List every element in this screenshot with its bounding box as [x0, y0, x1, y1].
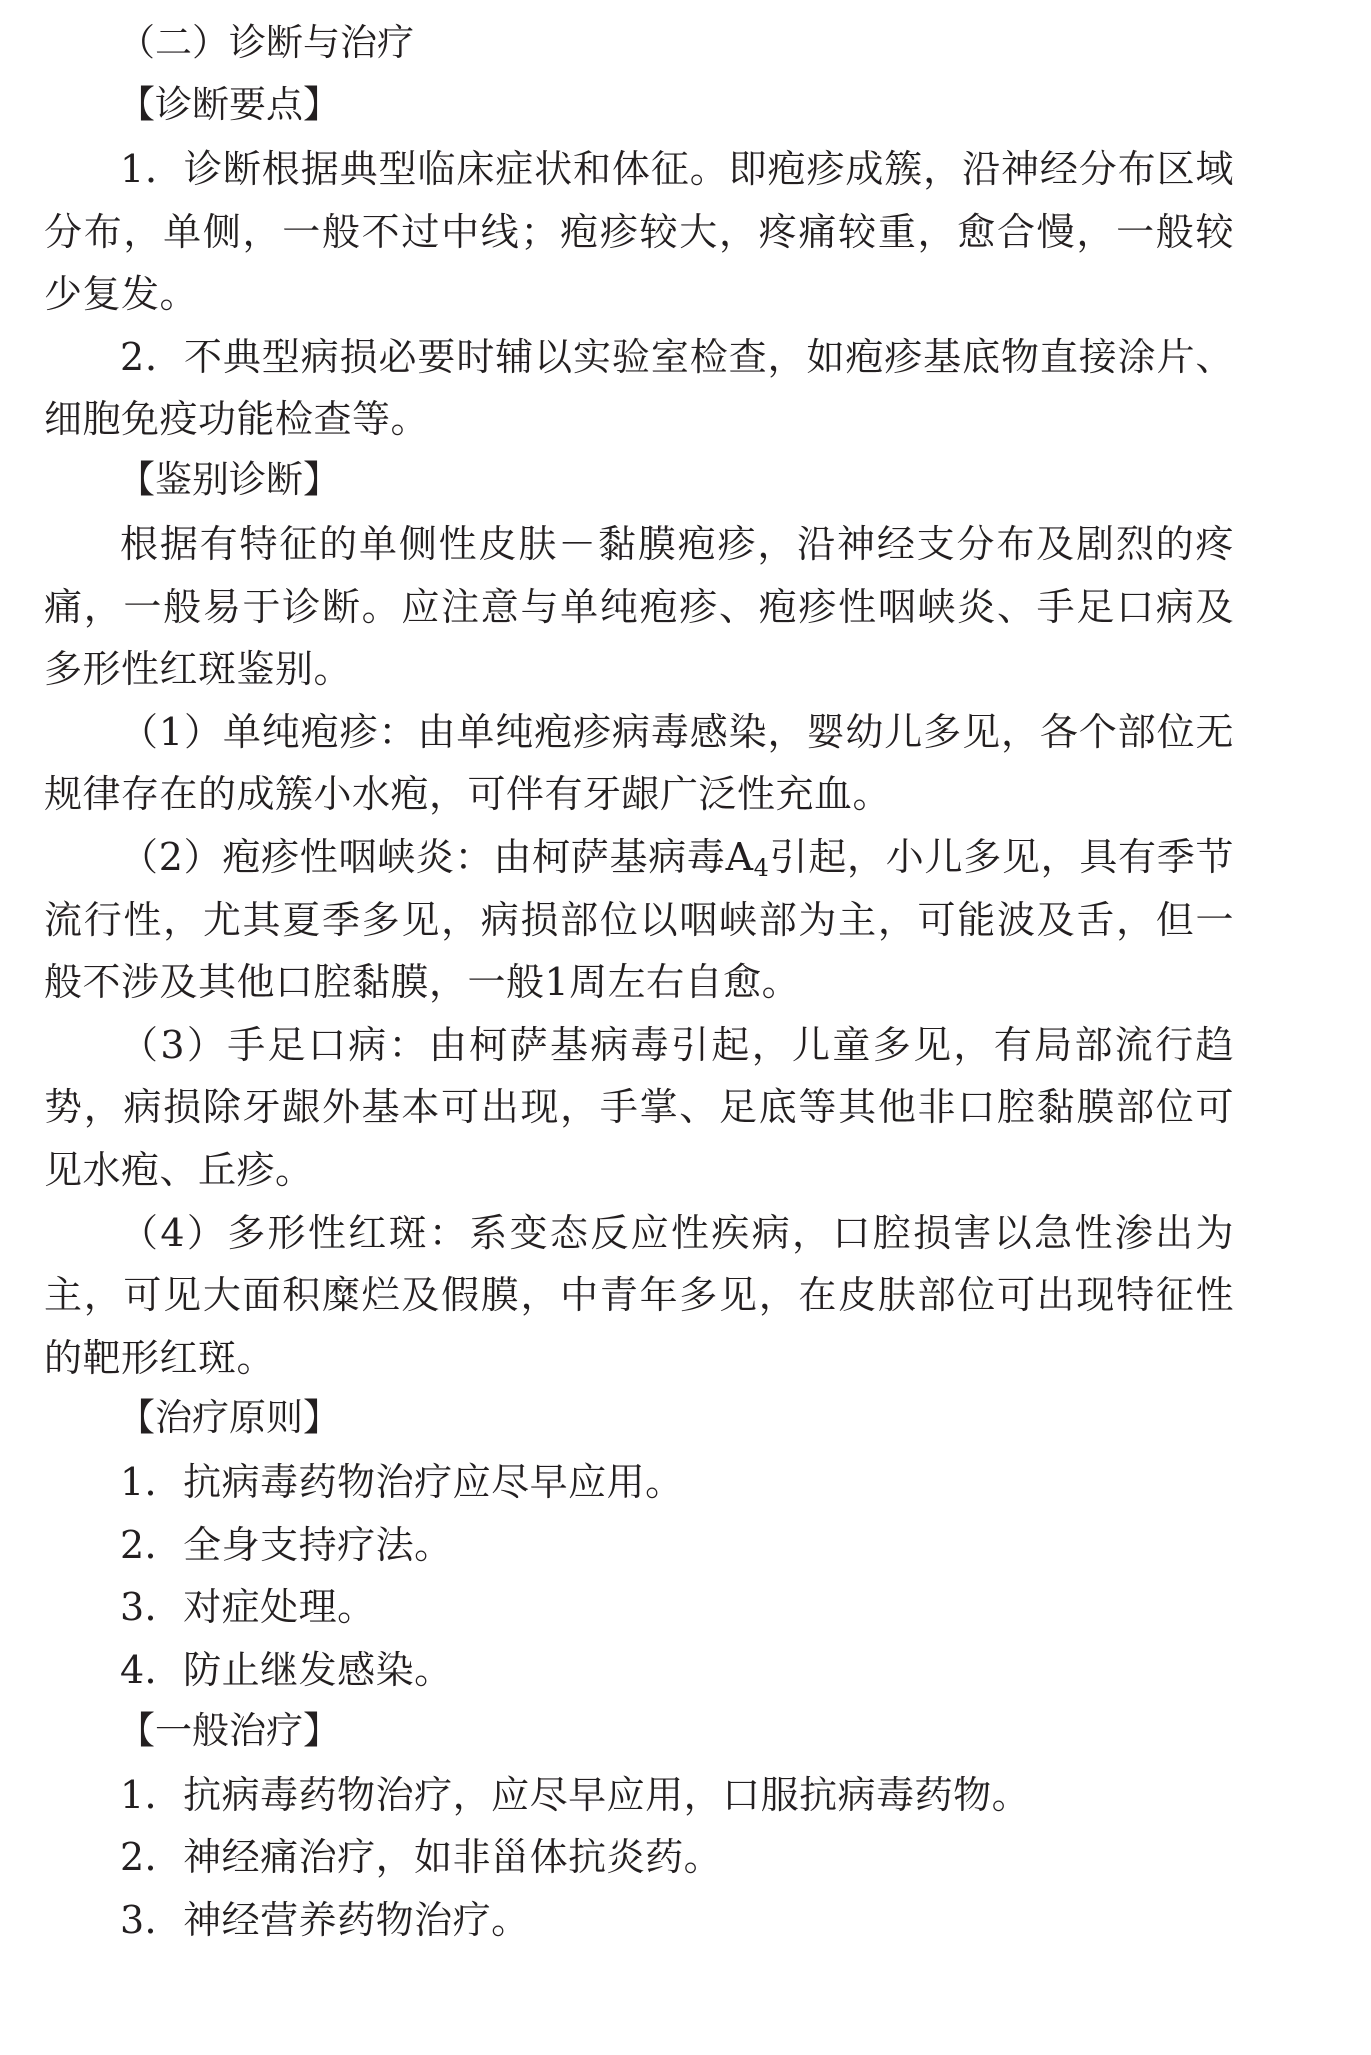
- treatment-principle-1: 1．抗病毒药物治疗应尽早应用。: [120, 1460, 684, 1505]
- differential-item-4: （4）多形性红斑：系变态反应性疾病，口腔损害以急性渗出为主，可见大面积糜烂及假膜，中青年多见，在皮肤部位可出现特征性的靶形红斑。: [44, 1210, 1234, 1380]
- treatment-principle-4: 4．防止继发感染。: [120, 1648, 453, 1693]
- differential-item-2-part-a: （2）疱疹性咽峡炎：由柯萨基病毒A: [120, 834, 754, 879]
- differential-item-3: （3）手足口病：由柯萨基病毒引起，儿童多见，有局部流行趋势，病损除牙龈外基本可出现，手掌、足底等其他非口腔黏膜部位可见水疱、丘疹。: [44, 1022, 1234, 1192]
- diagnosis-point-2: 2．不典型病损必要时辅以实验室检查，如疱疹基底物直接涂片、细胞免疫功能检查等。: [44, 334, 1234, 442]
- differential-diagnosis-heading: 【鉴别诊断】: [118, 457, 340, 501]
- differential-intro: 根据有特征的单侧性皮肤－黏膜疱疹，沿神经支分布及剧烈的疼痛，一般易于诊断。应注意与单纯疱疹、疱疹性咽峡炎、手足口病及多形性红斑鉴别。: [44, 521, 1234, 692]
- document-page: [44, 14, 1234, 1951]
- differential-item-1: （1）单纯疱疹：由单纯疱疹病毒感染，婴幼儿多见，各个部位无规律存在的成簇小水疱，可伴有牙龈广泛性充血。: [44, 709, 1234, 817]
- general-treatment-2: 2．神经痛治疗，如非甾体抗炎药。: [120, 1835, 723, 1880]
- differential-item-2-subscript: 4: [753, 853, 770, 882]
- general-treatment-1: 1．抗病毒药物治疗，应尽早应用，口服抗病毒药物。: [120, 1772, 1031, 1817]
- general-treatment-heading: 【一般治疗】: [118, 1708, 340, 1752]
- section-title: （二）诊断与治疗: [118, 21, 414, 64]
- treatment-principle-3: 3．对症处理。: [120, 1585, 376, 1630]
- diagnosis-point-1: 1．诊断根据典型临床症状和体征。即疱疹成簇，沿神经分布区域分布，单侧，一般不过中线；疱疹较大，疼痛较重，愈合慢，一般较少复发。: [44, 147, 1234, 317]
- differential-item-2-part-b: 引起，小儿多见，具有季节流行性，尤其夏季多见，病损部位以咽峡部为主，可能波及舌，但一般不涉及其他口腔黏膜，一般1周左右自愈。: [44, 834, 1234, 1005]
- general-treatment-3: 3．神经营养药物治疗。: [120, 1897, 530, 1942]
- differential-item-2: [44, 826, 1234, 1014]
- treatment-principles-heading: 【治疗原则】: [118, 1396, 340, 1440]
- treatment-principle-2: 2．全身支持疗法。: [120, 1522, 453, 1567]
- diagnosis-points-heading: 【诊断要点】: [118, 83, 340, 126]
